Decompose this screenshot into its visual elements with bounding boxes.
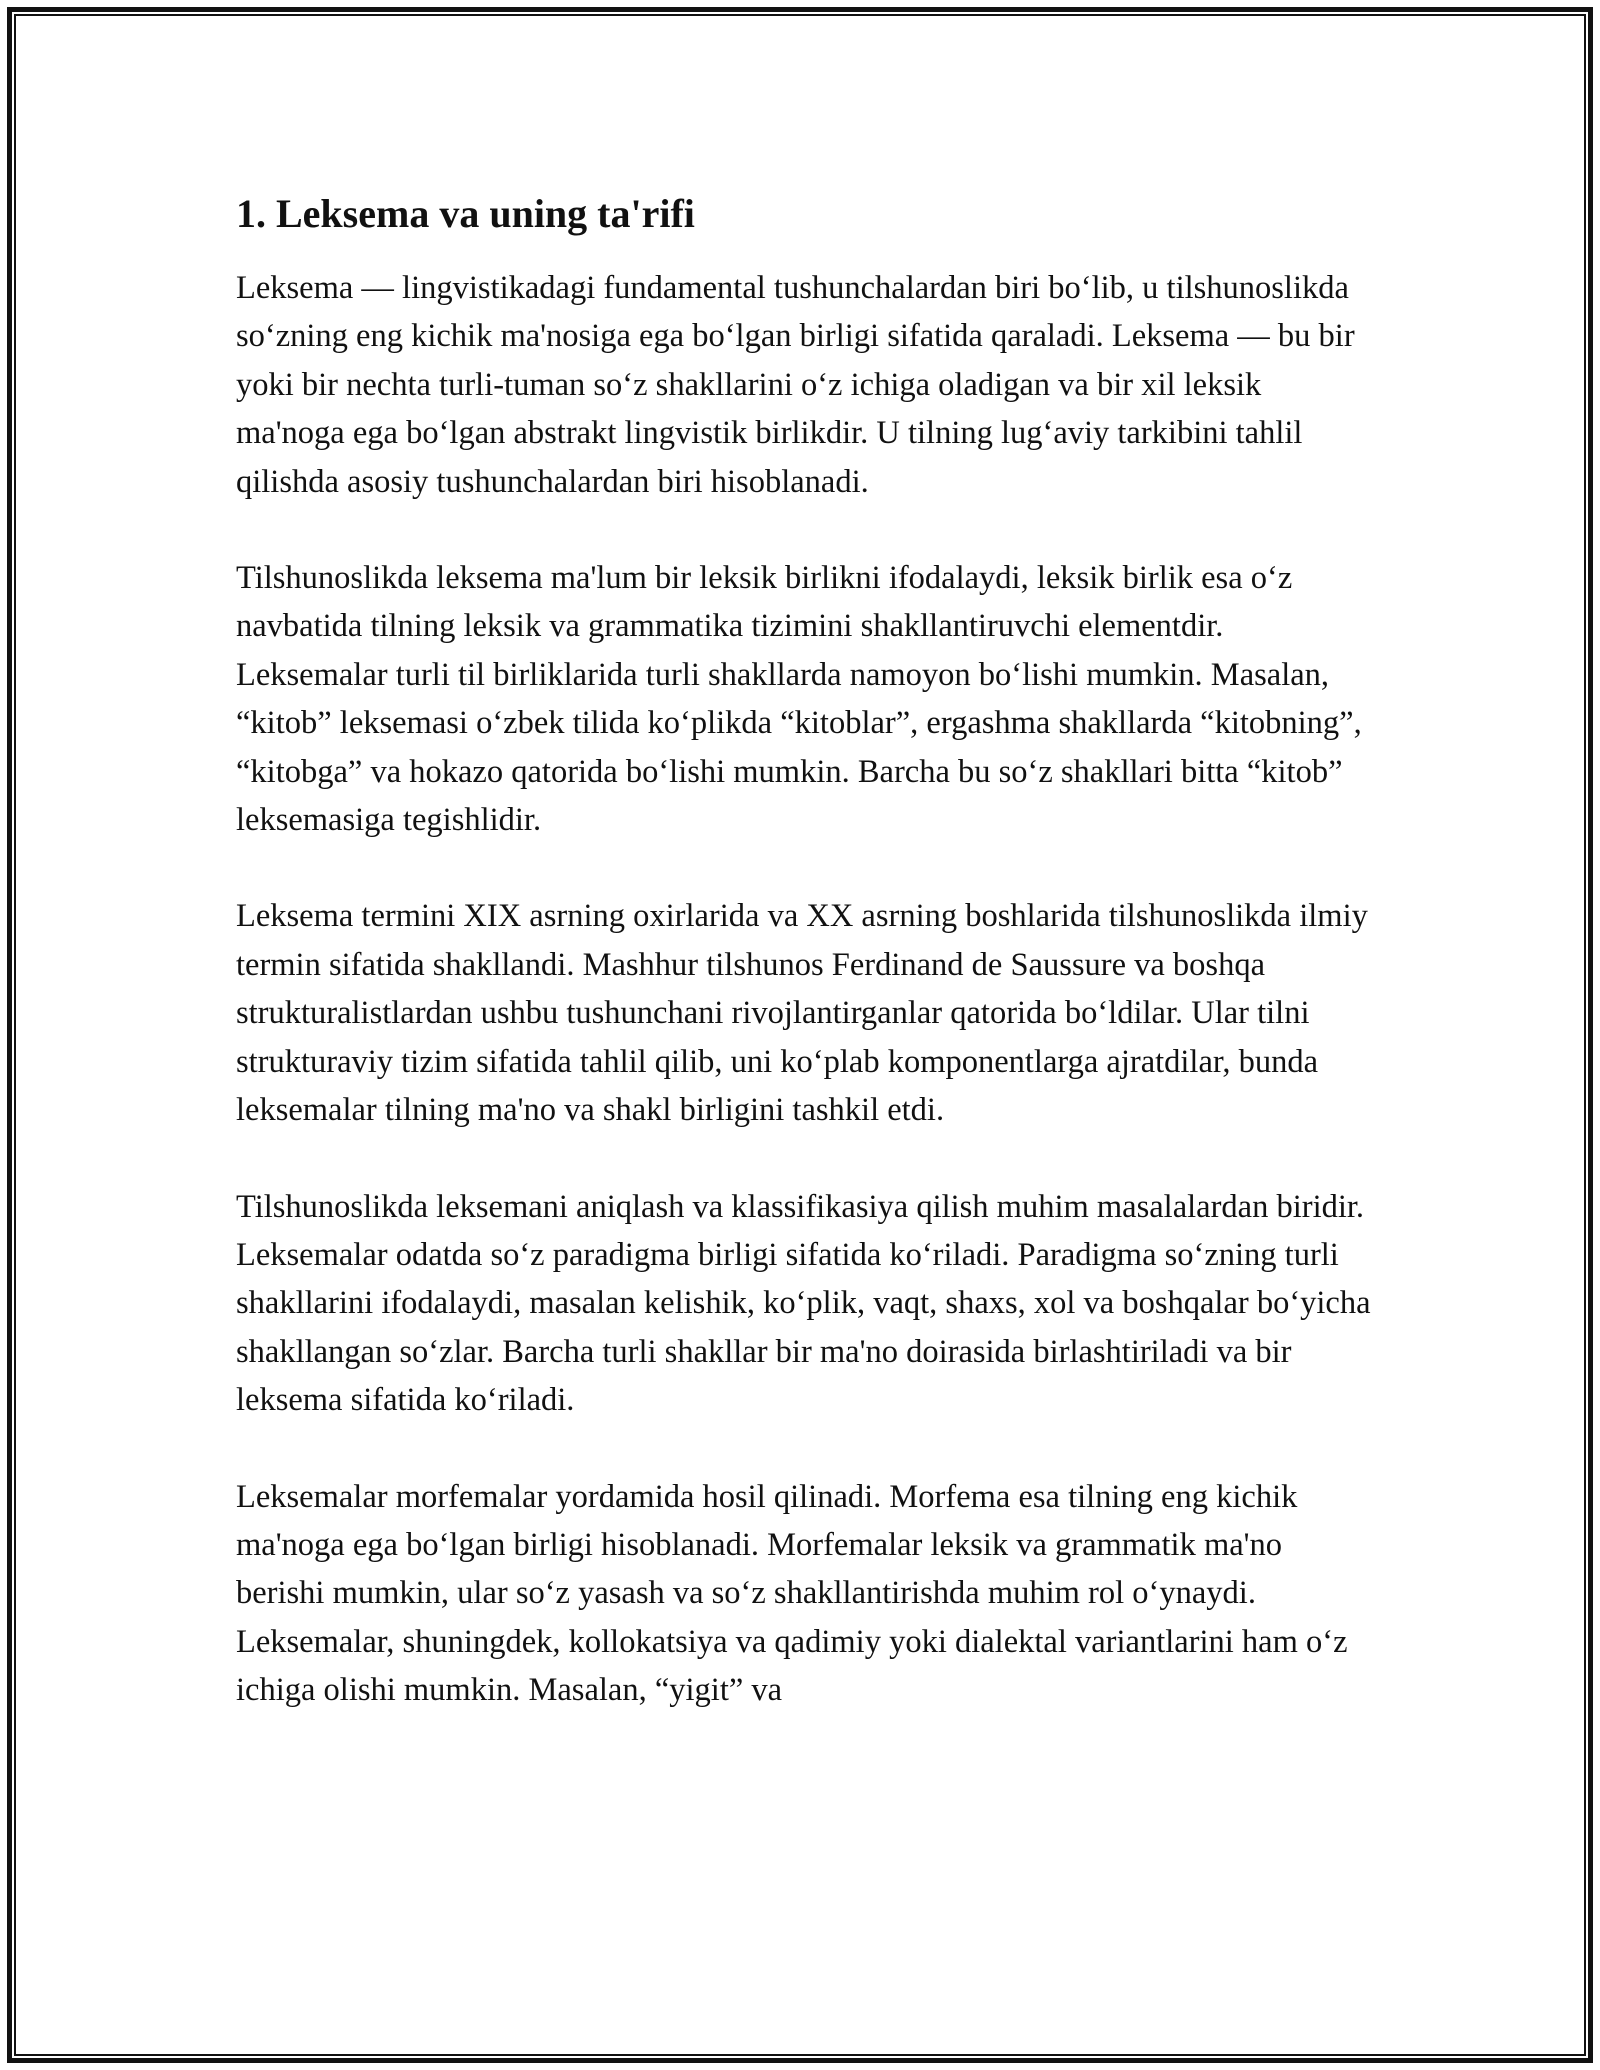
paragraph-5: Leksemalar morfemalar yordamida hosil qilinadi. Morfema esa tilning eng kichik ma'noga ega bo‘lgan birligi hisoblanadi. Morfemalar leksik va grammatik ma'no berishi mumkin, ular so‘z yasash va so‘z shakllantirishda muhim rol o‘ynaydi. Leksemalar, shuningdek, kollokatsiya va qadimiy yoki dialektal variantlarini ham o‘z ichiga olishi mumkin. Masalan, “yigit” va	[236, 1478, 1348, 1709]
paragraph-4: Tilshunoslikda leksemani aniqlash va klassifikasiya qilish muhim masalalardan biridir. Leksemalar odatda so‘z paradigma birligi sifatida ko‘riladi. Paradigma so‘zning turli shakllarini ifodalaydi, masalan kelishik, ko‘plik, vaqt, shaxs, xol va boshqalar bo‘yicha shakllangan so‘zlar. Barcha turli shakllar bir ma'no doirasida birlashtiriladi va bir leksema sifatida ko‘riladi.	[236, 1188, 1371, 1419]
paragraph-1: Leksema — lingvistikadagi fundamental tushunchalardan biri bo‘lib, u tilshunoslikda so‘zning eng kichik ma'nosiga ega bo‘lgan birligi sifatida qaraladi. Leksema — bu bir yoki bir nechta turli-tuman so‘z shakllarini o‘z ichiga oladigan va bir xil leksik ma'noga ega bo‘lgan abstrakt lingvistik birlikdir. U tilning lug‘aviy tarkibini tahlil qilishda asosiy tushunchalardan biri hisoblanadi.	[236, 270, 1355, 500]
paragraph-2: Tilshunoslikda leksema ma'lum bir leksik birlikni ifodalaydi, leksik birlik esa o‘z navbatida tilning leksik va grammatika tizimini shakllantiruvchi elementdir. Leksemalar turli til birliklarida turli shakllarda namoyon bo‘lishi mumkin. Masalan, “kitob” leksemasi o‘zbek tilida ko‘plikda “kitoblar”, ergashma shakllarda “kitobning”, “kitobga” va hokazo qatorida bo‘lishi mumkin. Barcha bu so‘z shakllari bitta “kitob” leksemasiga tegishlidir.	[236, 560, 1362, 839]
document-body	[236, 186, 1376, 1763]
paragraph-3: Leksema termini XIX asrning oxirlarida va XX asrning boshlarida tilshunoslikda ilmiy termin sifatida shakllandi. Mashhur tilshunos Ferdinand de Saussure va boshqa strukturalistlardan ushbu tushunchani rivojlantirganlar qatorida bo‘ldilar. Ular tilni strukturaviy tizim sifatida tahlil qilib, uni ko‘plab komponentlarga ajratdilar, bunda leksemalar tilning ma'no va shakl birligini tashkil etdi.	[236, 898, 1368, 1129]
section-heading: 1. Leksema va uning ta'rifi	[236, 191, 695, 236]
